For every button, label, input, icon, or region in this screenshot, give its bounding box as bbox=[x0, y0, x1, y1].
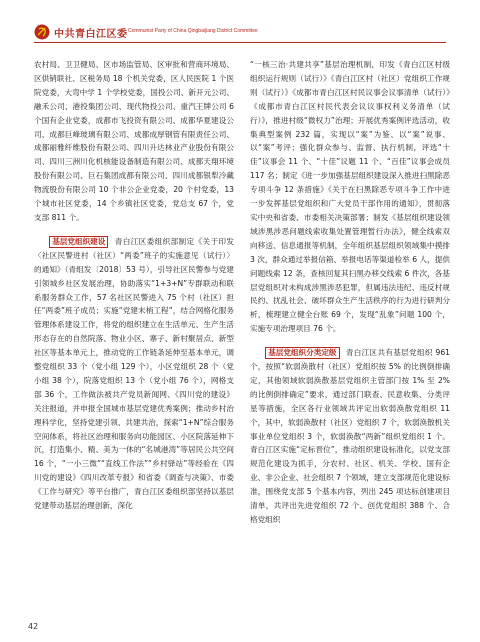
section-classification bbox=[250, 346, 450, 527]
section-gap bbox=[34, 225, 234, 235]
section-body: 青白江区委组织部制定《关于印发〈社区民警进村（社区）“两委”班子的实施意见（试行）〉的通知》（青组发〔2018〕53 号），引导社区民警参与党建引领城乡社区发展治理，协助落实“1+3+N”专群联动和联系服务群众工作，57 名社区民警进入 75 个村（社区）担任“两委”班子成员；实施“党建末梢工程”，结合网格化服务管理体系建设工作，将党的组织建立在生活单元、生产生活形态存在的自然院落、物业小区、寨子、新村聚居点、新型社区等基本单元上，推动党的工作链条延伸至基本单元，调整党组织 33 个（党小组 129 个），小区党组织 28 个（党小组 38 个），院落党组织 13 个（党小组 76 个），网格支部 36 个，工作做法被共产党员新闻网、《四川党的建设》关注报道，并申报全国城市基层党建优秀案例；推动乡村治理科学化，坚持党建引领、共建共治，探索“1+N”综合服务空间体系，将社区治理和服务向功能园区、小区院落延伸下沉，打造集小、精、美为一体的“名城港湾”等居民公共空间 16 个，“一小三微”“直线工作法”“乡村驿站”等经验在《四川党的建设》《四川改革专报》和省委《调查与决策》、市委《工作与研究》等平台推广，青白江区委组织部坚持以基层党建带动基层治理创新，深化 bbox=[34, 236, 234, 511]
section-heading: 基层党组织分类定级 bbox=[265, 347, 339, 359]
header-title: 中共青白江区委 bbox=[54, 29, 128, 40]
page-header bbox=[0, 0, 480, 46]
paragraph-intro: 农村局、卫卫健局、区市场监管局、区审批和营商环境局、区供销联社、区税务局 18 个机关党委，区人民医院 1 个医院党委，大弯中学 1 个学校党委，国投公司、新开元公司、融禾公司、港投集团公司、现代物投公司、重汽王牌公司 6 个国有企业党委，成都市飞投资有限公司、成都华夏建设公司、成都巨峰玻璃有限公司、成都成厚钢管有限责任公司、成都丽雅纤维股份有限公司、四川升达林业产业股份有限公司、四川三洲川化机核能设备制造有限公司、成都天翔环境股份有限公司、巨石集团成都有限公司、四川成都银犁冷藏物流股份有限公司 10 个非公企业党委，20 个村党委，13 个城市社区党委，14 个乡镇社区党委，党总支 67 个，党支部 811 个。 bbox=[34, 60, 234, 222]
party-emblem-icon bbox=[34, 24, 50, 40]
section-grassroots-building bbox=[34, 235, 234, 513]
section-heading: 基层党组织建设 bbox=[49, 236, 108, 248]
section-body: 青白江区共有基层党组织 961 个，按照“软弱涣散村（社区）党组织按 5% 的比例倒排确定，其他领域软弱涣散基层党组织主管部门按 1% 至 2% 的比例倒排确定”要求，通过部门联查、民意收集、分类评星等措施，全区各行业领域共评定出软弱涣散党组织 11 个，其中，软弱涣散村（社区）党组织 7 个，软弱涣散机关事业单位党组织 3 个，软弱涣散“两新”组织党组织 1 个。青白江区实施“定标晋位”，推动组织建设标准化，以党支部规范化建设为抓手，分农村、社区、机关、学校、国有企业、非公企业、社会组织 7 个领域，建立支部规范化建设标准，围绕党支部 5 个基本内容，列出 245 项达标创建项目清单，共评出先进党组织 72 个、创优党组织 388 个、合格党组织 bbox=[250, 348, 450, 524]
paragraph-governance: “一核三治·共建共享”基层治理机制，印发《青白江区村级组织运行规则（试行）》《青白江区村（社区）党组织工作规则（试行）》《成都市青白江区村民议事会议事清单（试行）》《成都市青白江区村民代表会议议事权利义务清单（试行）》，推进村级“微权力”治理；开展优秀案例评选活动，收集典型案例 232 篇，实现以“案”为鉴、以“案”说事、以“案”考评；强化群众参与、监督、执行机制，评选“十佳”议事会 11 个、“十佳”议题 11 个、“百佳”议事会成员 117 名；制定《进一步加强基层组织建设深入推进扫黑除恶专项斗争 12 条措施》《关于在扫黑除恶专项斗争工作中进一步发挥基层党组织和广大党员干部作用的通知》，贯彻落实中央和省委、市委相关决策部署；制发《基层组织建设领域涉黑涉恶问题线索收集处置管理暂行办法》，健全线索双向移送、信息通报等机制，全年组织基层组织领域集中摸排 3 次，群众通过举报信箱、举报电话等渠道检举 6 人，提供问题线索 12 条，查核回复其扫黑办移交线索 6 件次，各基层党组织对未构成涉黑涉恶犯罪，但属违法违纪、违反村规民约、扰乱社会、破坏群众生产生活秩序的行为进行研判分析，梳理建立健全台账 69 个，发现“乱象”问题 100 个，实施专项治理项目 76 个。 bbox=[250, 60, 450, 334]
left-column bbox=[34, 58, 234, 513]
right-column bbox=[250, 58, 450, 527]
page-number: 42 bbox=[28, 622, 39, 631]
header-subtitle: Communist Party of China Qingbaijiang District Committee bbox=[128, 28, 258, 34]
section-gap bbox=[250, 336, 450, 346]
header-rule bbox=[34, 42, 446, 43]
